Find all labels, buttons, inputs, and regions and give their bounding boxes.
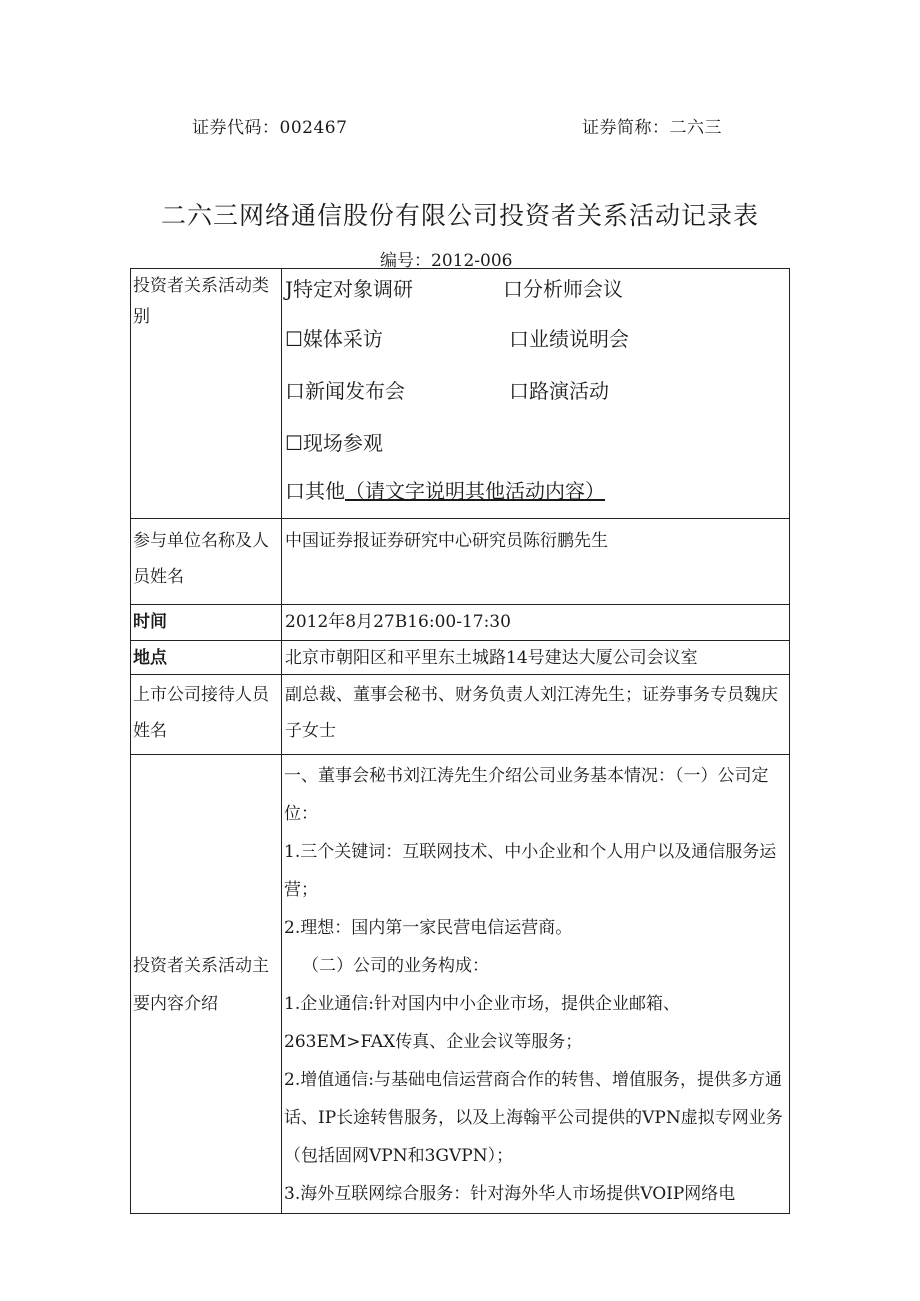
content-paragraph: （二）公司的业务构成： <box>302 956 489 976</box>
main-content-value <box>282 755 790 1214</box>
location-label: 地点 <box>131 641 282 675</box>
table-row <box>131 675 790 755</box>
receptionists-value: 副总裁、董事会秘书、财务负责人刘江涛先生；证券事务专员魏庆子女士 <box>282 675 790 755</box>
activity-type-options <box>282 269 790 519</box>
option-roadshow[interactable]: 口路演活动 <box>509 379 609 403</box>
time-label: 时间 <box>131 605 282 641</box>
content-paragraph: 一、董事会秘书刘江涛先生介绍公司业务基本情况：（一）公司定位： <box>284 766 769 824</box>
participants-label: 参与单位名称及人员姓名 <box>131 519 282 605</box>
serial-number: 编号：2012-006 <box>380 251 513 271</box>
record-table <box>130 268 790 1214</box>
table-row <box>131 641 790 675</box>
table-row <box>131 519 790 605</box>
table-row <box>131 755 790 1214</box>
option-site-visit[interactable]: ☐现场参观 <box>285 431 383 455</box>
table-row <box>131 269 790 519</box>
receptionists-label: 上市公司接待人员姓名 <box>131 675 282 755</box>
main-content-label: 投资者关系活动主要内容介绍 <box>131 755 282 1214</box>
content-paragraph: 1.三个关键词：互联网技术、中小企业和个人用户以及通信服务运营； <box>284 842 777 900</box>
content-paragraph: 2.理想：国内第一家民营电信运营商。 <box>284 918 573 938</box>
document-title: 二六三网络通信股份有限公司投资者关系活动记录表 <box>160 201 759 230</box>
option-special-research[interactable]: J特定对象调研 <box>285 277 414 301</box>
option-press-conference[interactable]: 口新闻发布会 <box>285 379 405 403</box>
participants-value: 中国证券报证券研究中心研究员陈衍鹏先生 <box>282 519 790 605</box>
location-value: 北京市朝阳区和平里东土城路14号建达大厦公司会议室 <box>282 641 790 675</box>
activity-type-label: 投资者关系活动类别 <box>131 269 282 519</box>
option-analyst-meeting[interactable]: 口分析师会议 <box>503 277 623 301</box>
content-paragraph: 3.海外互联网综合服务：针对海外华人市场提供VOIP网络电 <box>284 1184 736 1204</box>
content-paragraph: 2.增值通信:与基础电信运营商合作的转售、增值服务，提供多方通话、IP长途转售服务，以及上海翰平公司提供的VPN虚拟专网业务（包括固网VPN和3GVPN）； <box>284 1070 783 1166</box>
option-other[interactable]: 口其他 <box>285 479 345 503</box>
stock-code: 证券代码：002467 <box>192 118 348 138</box>
content-paragraph: 1.企业通信:针对国内中小企业市场，提供企业邮箱、263EM>FAX传真、企业会议等服务； <box>284 994 680 1052</box>
table-row <box>131 605 790 641</box>
option-earnings-briefing[interactable]: 口业绩说明会 <box>509 327 629 351</box>
option-other-note: （请文字说明其他活动内容） <box>345 479 605 503</box>
time-value: 2012年8月27B16:00-17:30 <box>282 605 790 641</box>
stock-name: 证券简称：二六三 <box>582 118 722 138</box>
option-media-interview[interactable]: ☐媒体采访 <box>285 327 383 351</box>
